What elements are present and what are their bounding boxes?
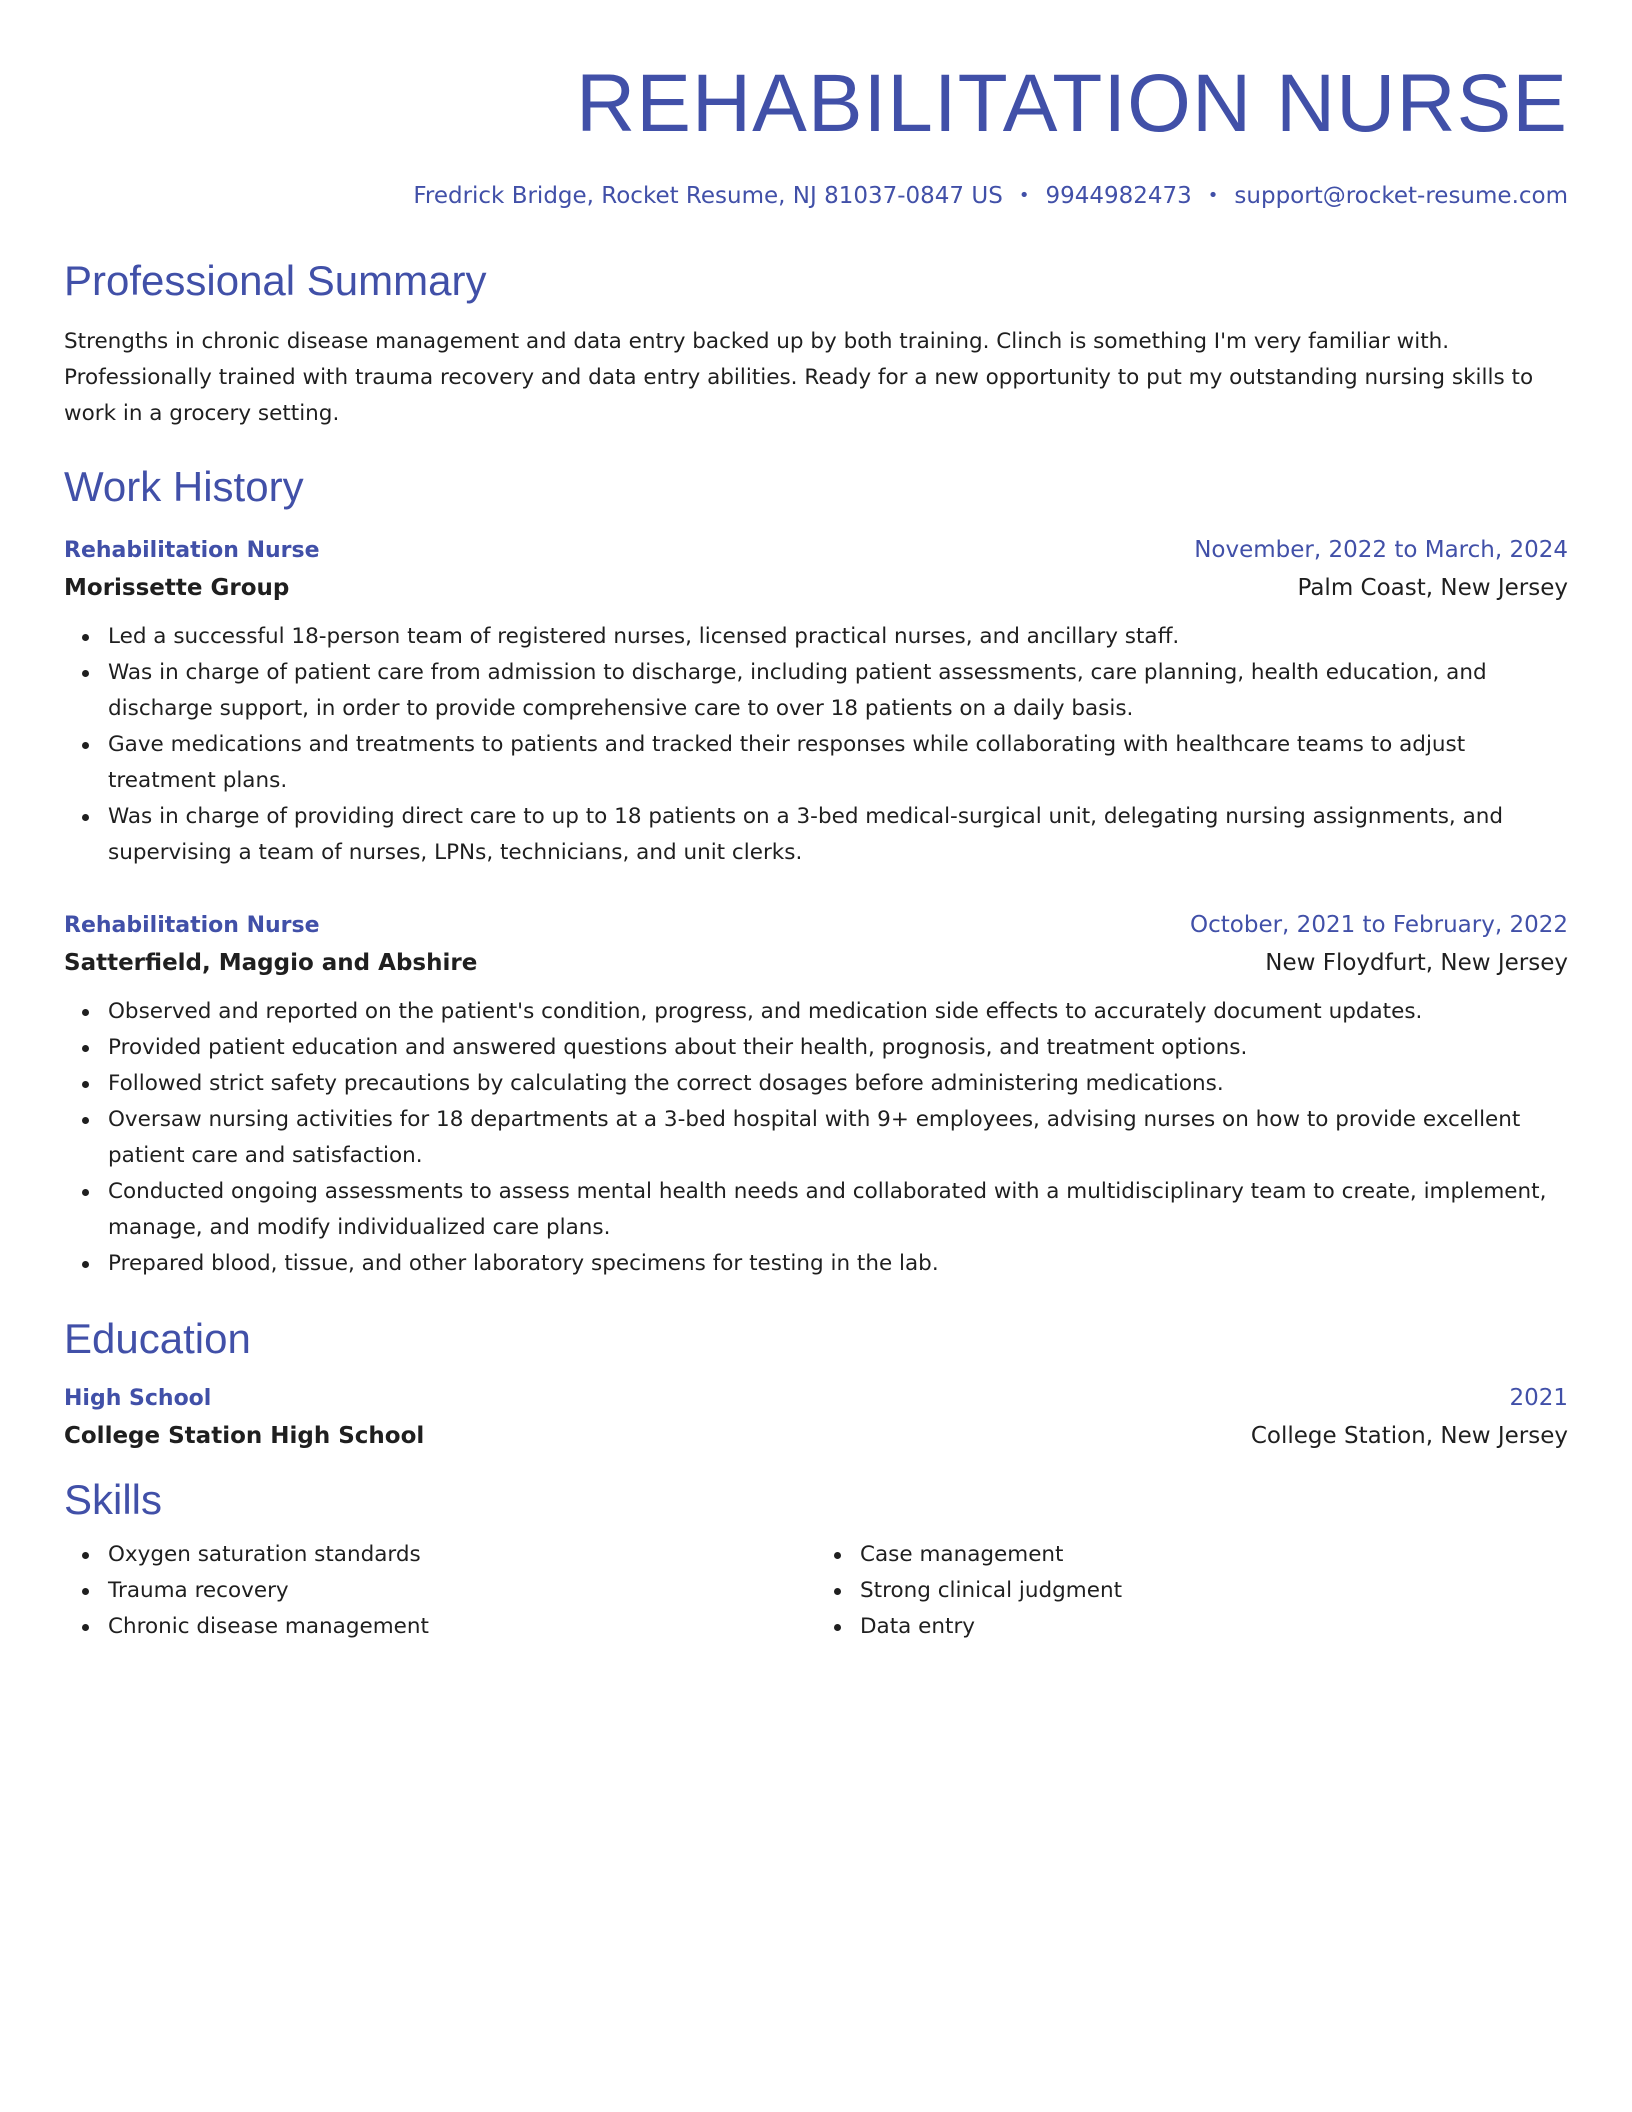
job-title-row — [64, 532, 1568, 569]
education-heading: Education — [64, 1315, 251, 1362]
list-item: Followed strict safety precautions by calculating the correct dosages before administering medications. — [108, 1066, 1568, 1102]
list-item: Was in charge of patient care from admission to discharge, including patient assessments, care planning, health education, and discharge support, in order to provide comprehensive care to over 18 patients on a daily basis. — [108, 655, 1568, 727]
contact-email: support@rocket-resume.com — [1234, 183, 1568, 209]
skill-item: Trauma recovery — [108, 1573, 816, 1609]
summary-section — [64, 256, 1568, 432]
list-item: Was in charge of providing direct care to up to 18 patients on a 3-bed medical-surgical unit, delegating nursing assignments, and supervising a team of nurses, LPNs, technicians, and unit clerks. — [108, 799, 1568, 871]
skills-list — [816, 1537, 1568, 1645]
job-company: Satterfield, Maggio and Abshire — [64, 950, 478, 976]
skills-column-right — [816, 1537, 1568, 1645]
education-year: 2021 — [1509, 1385, 1568, 1411]
job-company-row — [64, 569, 1568, 607]
page-title: REHABILITATION NURSE — [576, 58, 1568, 149]
job-dates: November, 2022 to March, 2024 — [1194, 537, 1568, 563]
job-entry — [64, 532, 1568, 871]
list-item: Conducted ongoing assessments to assess mental health needs and collaborated with a multidisciplinary team to create, implement, manage, and modify individualized care plans. — [108, 1174, 1568, 1246]
skill-item: Case management — [860, 1537, 1568, 1573]
education-entry — [64, 1380, 1568, 1455]
list-item: Gave medications and treatments to patients and tracked their responses while collaborating with healthcare teams to adjust treatment plans. — [108, 727, 1568, 799]
contact-phone: 9944982473 — [1045, 183, 1192, 209]
education-section — [64, 1314, 1568, 1455]
education-school: College Station High School — [64, 1423, 425, 1449]
list-item: Oversaw nursing activities for 18 departments at a 3-bed hospital with 9+ employees, advising nurses on how to provide excellent patient care and satisfaction. — [108, 1102, 1568, 1174]
skill-item: Data entry — [860, 1609, 1568, 1645]
skill-item: Oxygen saturation standards — [108, 1537, 816, 1573]
summary-text: Strengths in chronic disease management and data entry backed up by both training. Clinch is something I'm very familiar with. Professionally trained with trauma recovery and data entry abilities. Ready for a new opportunity to put my outstanding nursing skills to work in a grocery setting. — [64, 329, 1534, 426]
job-company: Morissette Group — [64, 575, 290, 601]
job-dates: October, 2021 to February, 2022 — [1190, 912, 1568, 938]
job-entry — [64, 907, 1568, 1282]
job-location: Palm Coast, New Jersey — [1297, 575, 1568, 601]
resume-header — [64, 56, 1568, 212]
education-school-row — [64, 1417, 1568, 1455]
job-title-row — [64, 907, 1568, 944]
list-item: Led a successful 18-person team of registered nurses, licensed practical nurses, and ancillary staff. — [108, 619, 1568, 655]
work-history-section — [64, 462, 1568, 1282]
skill-item: Strong clinical judgment — [860, 1573, 1568, 1609]
skills-column-left — [64, 1537, 816, 1645]
list-item: Prepared blood, tissue, and other laboratory specimens for testing in the lab. — [108, 1246, 1568, 1282]
contact-separator: • — [1018, 185, 1030, 206]
job-bullet-list — [64, 994, 1568, 1282]
contact-separator: • — [1207, 185, 1219, 206]
job-bullet-list — [64, 619, 1568, 871]
education-degree: High School — [64, 1386, 212, 1411]
skills-grid — [64, 1537, 1568, 1645]
education-location: College Station, New Jersey — [1250, 1423, 1568, 1449]
skills-heading: Skills — [64, 1476, 163, 1523]
education-degree-row — [64, 1380, 1568, 1417]
skills-list — [64, 1537, 816, 1645]
skills-section — [64, 1475, 1568, 1645]
job-title: Rehabilitation Nurse — [64, 538, 320, 563]
job-company-row — [64, 944, 1568, 982]
summary-heading: Professional Summary — [64, 257, 487, 304]
job-title: Rehabilitation Nurse — [64, 913, 320, 938]
list-item: Provided patient education and answered questions about their health, prognosis, and treatment options. — [108, 1030, 1568, 1066]
contact-line — [64, 180, 1568, 212]
work-history-heading: Work History — [64, 463, 304, 510]
job-location: New Floydfurt, New Jersey — [1265, 950, 1568, 976]
contact-address: Fredrick Bridge, Rocket Resume, NJ 81037-0847 US — [413, 183, 1003, 209]
list-item: Observed and reported on the patient's condition, progress, and medication side effects to accurately document updates. — [108, 994, 1568, 1030]
skill-item: Chronic disease management — [108, 1609, 816, 1645]
